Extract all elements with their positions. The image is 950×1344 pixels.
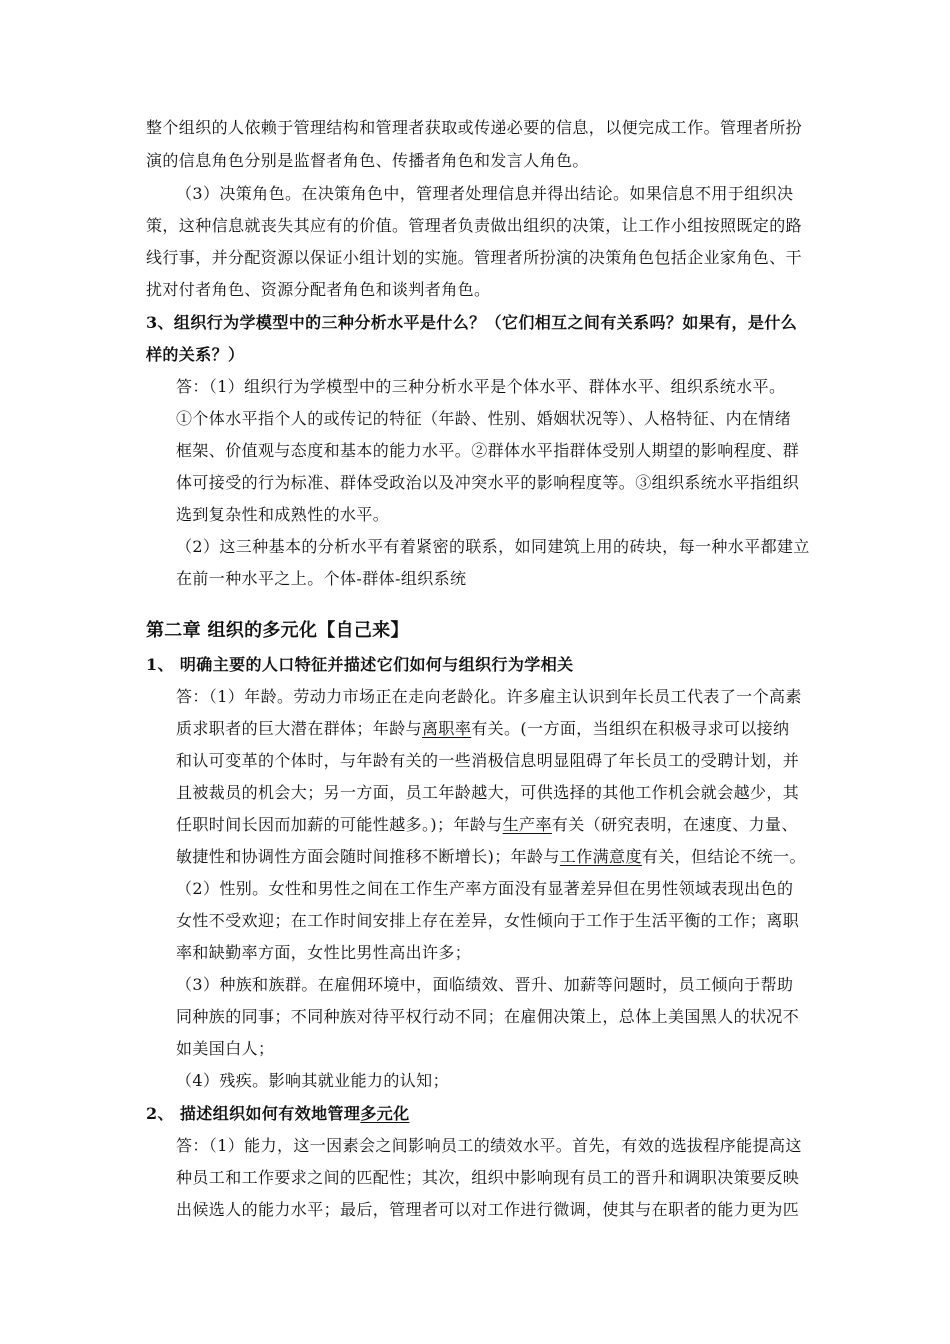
underlined-term: 多元化: [360, 1104, 410, 1123]
answer-line: 出候选人的能力水平；最后，管理者可以对工作进行微调，使其与在职者的能力更为匹: [176, 1200, 800, 1219]
answer-line: 如美国白人；: [176, 1039, 275, 1058]
text-run: 有关。(一方面，当组织在积极寻求可以接纳: [471, 719, 790, 738]
answer-line: ①个体水平指个人的或传记的特征（年龄、性别、婚姻状况等）、人格特征、内在情绪: [176, 409, 792, 428]
answer-line: （2）性别。女性和男性之间在工作生产率方面没有显著差异但在男性领域表现出色的: [176, 879, 794, 898]
question-heading: [146, 1104, 410, 1124]
question-heading: 1、 明确主要的人口特征并描述它们如何与组织行为学相关: [146, 655, 574, 674]
answer-line: 和认可变革的个体时，与年龄有关的一些消极信息明显阻碍了年长员工的受聘计划，并: [176, 751, 800, 770]
text-run: 任职时间长因而加薪的可能性越多。)；年龄与: [176, 815, 503, 834]
answer-line: [176, 719, 789, 739]
answer-line: 率和缺勤率方面，女性比男性高出许多；: [176, 943, 472, 962]
question-heading: 3、组织行为学模型中的三种分析水平是什么？（它们相互之间有关系吗？如果有，是什么: [146, 313, 798, 332]
answer-line: 框架、价值观与态度和基本的能力水平。②群体水平指群体受别人期望的影响程度、群: [176, 441, 800, 460]
answer-line: （2）这三种基本的分析水平有着紧密的联系，如同建筑上用的砖块，每一种水平都建立: [176, 537, 810, 556]
text-run: 敏捷性和协调性方面会随时间推移不断增长)；年龄与: [176, 847, 560, 866]
answer-line: （3）种族和族群。在雇佣环境中，面临绩效、晋升、加薪等问题时，员工倾向于帮助: [176, 975, 794, 994]
question-heading: 样的关系？）: [146, 345, 245, 364]
text-run: 有关（研究表明，在速度、力量、: [551, 815, 798, 834]
answer-line: [176, 815, 798, 835]
answer-line: [176, 847, 806, 867]
paragraph-line: 演的信息角色分别是监督者角色、传播者角色和发言人角色。: [146, 151, 589, 170]
underlined-term: 工作满意度: [559, 847, 642, 866]
paragraph-line: 策，这种信息就丧失其应有的价值。管理者负责做出组织的决策，让工作小组按照既定的路: [146, 216, 803, 235]
answer-line: 女性不受欢迎；在工作时间安排上存在差异，女性倾向于工作于生活平衡的工作；离职: [176, 911, 800, 930]
answer-line: 同种族的同事；不同种族对待平权行动不同；在雇佣决策上，总体上美国黑人的状况不: [176, 1007, 800, 1026]
paragraph-line: （3）决策角色。在决策角色中，管理者处理信息并得出结论。如果信息不用于组织决: [176, 184, 794, 203]
answer-line: 在前一种水平之上。个体-群体-组织系统: [176, 569, 467, 588]
answer-line: 选到复杂性和成熟性的水平。: [176, 505, 390, 524]
paragraph-line: 线行事，并分配资源以保证小组计划的实施。管理者所扮演的决策角色包括企业家角色、干: [146, 248, 803, 267]
answer-line: 体可接受的行为标准、群体受政治以及冲突水平的影响程度等。③组织系统水平指组织: [176, 473, 800, 492]
chapter-title: 第二章 组织的多元化【自己来】: [146, 620, 409, 641]
answer-line: 种员工和工作要求之间的匹配性；其次，组织中影响现有员工的晋升和调职决策要反映: [176, 1168, 800, 1187]
answer-line: 答：（1）年龄。劳动力市场正在走向老龄化。许多雇主认识到年长员工代表了一个高素: [176, 687, 802, 706]
text-run: 2、 描述组织如何有效地管理: [146, 1104, 361, 1123]
answer-line: 答：（1）能力，这一因素会之间影响员工的绩效水平。首先，有效的选拔程序能提高这: [176, 1136, 802, 1155]
answer-line: 且被裁员的机会大；另一方面，员工年龄越大，可供选择的其他工作机会就会越少，其: [176, 783, 800, 802]
underlined-term: 离职率: [422, 719, 472, 738]
answer-line: （4）残疾。影响其就业能力的认知；: [176, 1071, 449, 1090]
text-run: 质求职者的巨大潜在群体；年龄与: [176, 719, 423, 738]
underlined-term: 生产率: [502, 815, 552, 834]
answer-line: 答：（1）组织行为学模型中的三种分析水平是个体水平、群体水平、组织系统水平。: [176, 377, 786, 396]
paragraph-line: 扰对付者角色、资源分配者角色和谈判者角色。: [146, 280, 491, 299]
paragraph-line: 整个组织的人依赖于管理结构和管理者获取或传递必要的信息，以便完成工作。管理者所扮: [146, 118, 803, 137]
text-run: 有关，但结论不统一。: [641, 847, 806, 866]
